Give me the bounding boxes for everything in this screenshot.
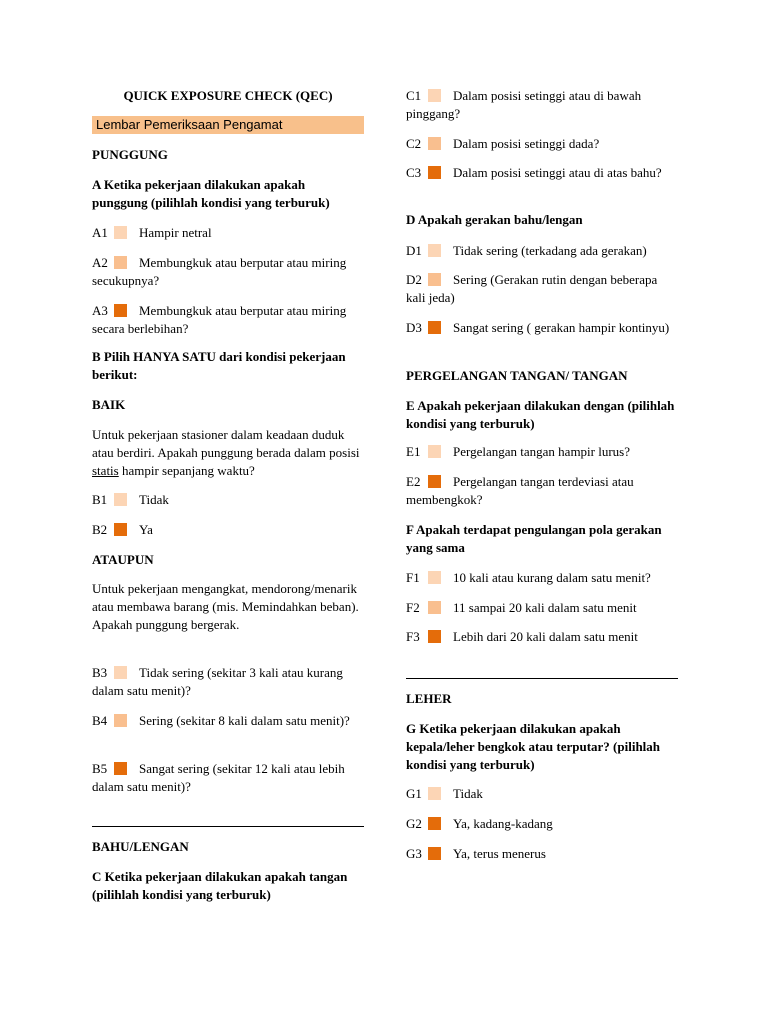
page-title: QUICK EXPOSURE CHECK (QEC)	[123, 88, 333, 103]
option-checkbox[interactable]	[428, 321, 441, 334]
option-code: B2	[92, 522, 108, 537]
option-g1[interactable]	[406, 785, 678, 803]
option-a3[interactable]	[92, 302, 364, 338]
option-code: C3	[406, 165, 422, 180]
option-text: Ya, kadang-kadang	[453, 816, 553, 831]
baik-description-post: hampir sepanjang waktu?	[118, 463, 255, 478]
option-text: Pergelangan tangan terdeviasi atau membengkok?	[406, 474, 634, 507]
option-code: F1	[406, 570, 420, 585]
subheading-baik: BAIK	[92, 397, 126, 412]
option-checkbox[interactable]	[428, 847, 441, 860]
option-f2[interactable]	[406, 599, 678, 617]
option-code: B5	[92, 761, 108, 776]
baik-description-pre: Untuk pekerjaan stasioner dalam keadaan duduk atau berdiri. Apakah punggung berada dalam posisi	[92, 427, 360, 460]
option-checkbox[interactable]	[428, 787, 441, 800]
section-heading-leher: LEHER	[406, 691, 452, 706]
option-checkbox[interactable]	[428, 817, 441, 830]
option-checkbox[interactable]	[114, 493, 127, 506]
option-text: Tidak sering (terkadang ada gerakan)	[453, 243, 647, 258]
section-heading-bahu: BAHU/LENGAN	[92, 839, 189, 854]
option-checkbox[interactable]	[428, 89, 441, 102]
section-divider	[406, 678, 678, 679]
option-code: A2	[92, 255, 108, 270]
option-text: Tidak	[139, 492, 169, 507]
option-text: Hampir netral	[139, 225, 212, 240]
observer-sheet-label	[92, 116, 364, 134]
option-text: Tidak sering (sekitar 3 kali atau kurang dalam satu menit)?	[92, 665, 343, 698]
option-code: F2	[406, 600, 420, 615]
option-a2[interactable]	[92, 254, 364, 290]
option-checkbox[interactable]	[114, 523, 127, 536]
option-b2[interactable]	[92, 521, 364, 539]
option-g3[interactable]	[406, 845, 678, 863]
option-d2[interactable]	[406, 271, 678, 307]
option-f3[interactable]	[406, 628, 678, 646]
option-code: E1	[406, 444, 421, 459]
option-text: Membungkuk atau berputar atau miring secara berlebihan?	[92, 303, 347, 336]
option-code: B3	[92, 665, 108, 680]
option-e2[interactable]	[406, 473, 678, 509]
option-code: A3	[92, 303, 108, 318]
question-d: D Apakah gerakan bahu/lengan	[406, 212, 583, 227]
ataupun-description: Untuk pekerjaan mengangkat, mendorong/menarik atau membawa barang (mis. Memindahkan beban). Apakah punggung bergerak.	[92, 581, 359, 632]
option-text: Pergelangan tangan hampir lurus?	[453, 444, 631, 459]
option-c2[interactable]	[406, 135, 678, 153]
option-c1[interactable]	[406, 87, 678, 123]
option-d3[interactable]	[406, 319, 678, 337]
option-text: 11 sampai 20 kali dalam satu menit	[453, 600, 637, 615]
option-b4[interactable]	[92, 712, 364, 730]
option-d1[interactable]	[406, 242, 678, 260]
subheading-ataupun: ATAUPUN	[92, 552, 154, 567]
option-text: 10 kali atau kurang dalam satu menit?	[453, 570, 651, 585]
section-heading-punggung: PUNGGUNG	[92, 147, 168, 162]
option-b1[interactable]	[92, 491, 364, 509]
option-text: Ya, terus menerus	[453, 846, 546, 861]
option-checkbox[interactable]	[428, 571, 441, 584]
option-code: E2	[406, 474, 421, 489]
option-code: G2	[406, 816, 422, 831]
question-a: A Ketika pekerjaan dilakukan apakah punggung (pilihlah kondisi yang terburuk)	[92, 177, 330, 210]
option-code: D3	[406, 320, 422, 335]
question-f: F Apakah terdapat pengulangan pola gerakan yang sama	[406, 522, 662, 555]
option-c3[interactable]	[406, 164, 678, 182]
option-text: Tidak	[453, 786, 483, 801]
option-text: Sangat sering (sekitar 12 kali atau lebih dalam satu menit)?	[92, 761, 345, 794]
option-b3[interactable]	[92, 664, 364, 700]
question-g: G Ketika pekerjaan dilakukan apakah kepala/leher bengkok atau terputar? (pilihlah kondisi yang terburuk)	[406, 721, 661, 772]
option-code: G3	[406, 846, 422, 861]
option-b5[interactable]	[92, 760, 364, 796]
option-code: G1	[406, 786, 422, 801]
option-text: Dalam posisi setinggi dada?	[453, 136, 600, 151]
option-text: Dalam posisi setinggi atau di atas bahu?	[453, 165, 662, 180]
option-g2[interactable]	[406, 815, 678, 833]
option-code: F3	[406, 629, 420, 644]
option-f1[interactable]	[406, 569, 678, 587]
section-heading-pergelangan: PERGELANGAN TANGAN/ TANGAN	[406, 368, 628, 383]
option-code: A1	[92, 225, 108, 240]
option-code: C2	[406, 136, 422, 151]
option-e1[interactable]	[406, 443, 678, 461]
option-text: Ya	[139, 522, 153, 537]
option-checkbox[interactable]	[428, 166, 441, 179]
option-checkbox[interactable]	[428, 630, 441, 643]
option-code: B1	[92, 492, 108, 507]
section-divider	[92, 826, 364, 827]
baik-description	[92, 426, 364, 480]
option-code: D1	[406, 243, 422, 258]
option-text: Lebih dari 20 kali dalam satu menit	[453, 629, 638, 644]
option-text: Dalam posisi setinggi atau di bawah pinggang?	[406, 88, 642, 121]
observer-sheet-text: Lembar Pemeriksaan Pengamat	[96, 117, 283, 132]
option-checkbox[interactable]	[114, 714, 127, 727]
option-text: Sering (Gerakan rutin dengan beberapa kali jeda)	[406, 272, 658, 305]
option-checkbox[interactable]	[428, 137, 441, 150]
option-checkbox[interactable]	[114, 762, 127, 775]
option-checkbox[interactable]	[428, 475, 441, 488]
option-checkbox[interactable]	[114, 256, 127, 269]
option-code: D2	[406, 272, 422, 287]
option-checkbox[interactable]	[114, 304, 127, 317]
option-checkbox[interactable]	[428, 445, 441, 458]
option-code: C1	[406, 88, 422, 103]
option-text: Membungkuk atau berputar atau miring secukupnya?	[92, 255, 347, 288]
option-text: Sering (sekitar 8 kali dalam satu menit)?	[139, 713, 350, 728]
option-code: B4	[92, 713, 108, 728]
option-checkbox[interactable]	[114, 226, 127, 239]
option-checkbox[interactable]	[114, 666, 127, 679]
option-a1[interactable]	[92, 224, 364, 242]
question-e: E Apakah pekerjaan dilakukan dengan (pilihlah kondisi yang terburuk)	[406, 398, 675, 431]
option-checkbox[interactable]	[428, 273, 441, 286]
question-b: B Pilih HANYA SATU dari kondisi pekerjaan berikut:	[92, 349, 346, 382]
option-text: Sangat sering ( gerakan hampir kontinyu)	[453, 320, 670, 335]
option-checkbox[interactable]	[428, 244, 441, 257]
baik-description-underlined: statis	[92, 463, 119, 478]
option-checkbox[interactable]	[428, 601, 441, 614]
question-c: C Ketika pekerjaan dilakukan apakah tangan (pilihlah kondisi yang terburuk)	[92, 869, 348, 902]
